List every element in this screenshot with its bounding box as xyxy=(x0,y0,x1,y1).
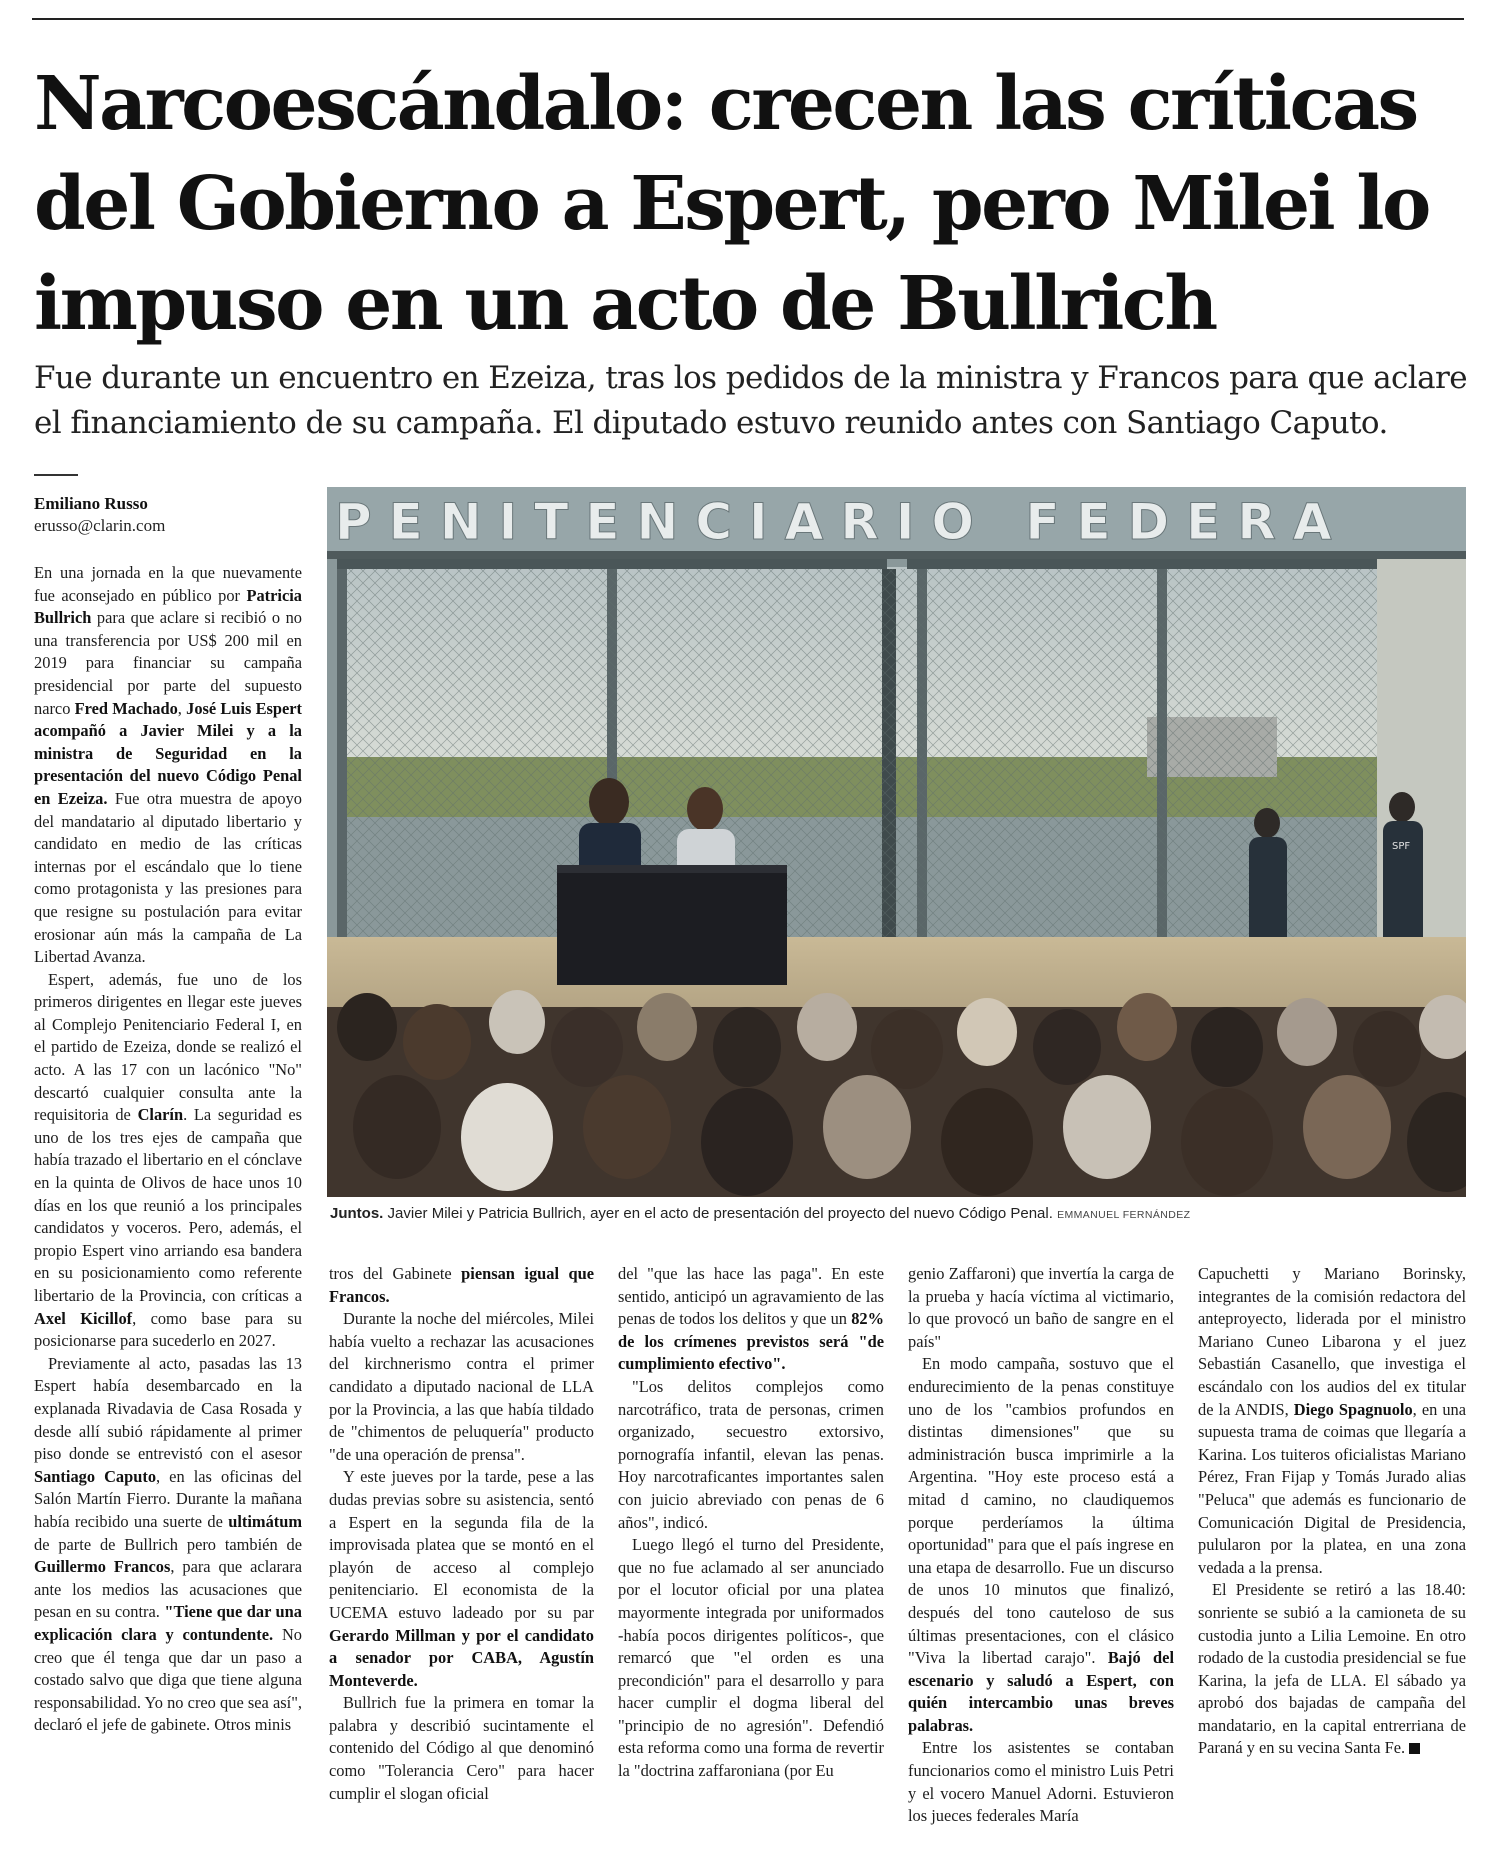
paragraph: Luego llegó el turno del Presidente, que no fue aclamado al ser anunciado por el locutor oficial por una platea mayormente integrada por uniformados -había pocos dirigentes políticos-, que remarcó que "el orden es una precondición" para el desarrollo y para hacer cumplir el dogma liberal del "principio de no agresión". Defendió esta reforma como una forma de revertir la "doctrina zaffaroniana (por Eu xyxy=(618,1535,884,1781)
subheadline xyxy=(34,356,1474,446)
paragraph: genio Zaffaroni) que invertía la carga de la prueba y hacía víctima al victimario, lo que provocó un baño de sangre en el país" xyxy=(908,1264,1174,1351)
subheadline-line: Fue durante un encuentro en Ezeiza, tras los pedidos de la ministra y Francos para que aclare xyxy=(34,360,1467,396)
paragraph: Y este jueves por la tarde, pese a las dudas previas sobre su asistencia, sentó a Espert en la segunda fila de la improvisada platea que se montó en el playón de acceso al complejo penitenciario. El economista de la UCEMA estuvo ladeado por su par Gerardo Millman y por el candidato a senador por CABA, Agustín Monteverde. xyxy=(329,1467,594,1690)
paragraph: En modo campaña, sostuvo que el endurecimiento de la penas constituye uno de los "cambios profundos en distintas dimensiones" que su administración busca imprimirle a la Argentina. "Hoy este proceso está a mitad d camino, no claudiquemos porque perderíamos la última oportunidad" para que el país ingrese en una etapa de desarrollo. Fue un discurso de unos 10 minutos que finalizó, después del tono cauteloso de sus últimas presentaciones, con el clásico "Viva la libertad carajo". Bajó del escenario y saludó a Espert, con quién intercambio unas breves palabras. xyxy=(908,1354,1174,1735)
paragraph: tros del Gabinete piensan igual que Francos. xyxy=(329,1264,594,1306)
top-rule xyxy=(32,18,1464,20)
article-photo xyxy=(327,487,1466,1197)
headline-line: Narcoescándalo: crecen las críticas xyxy=(34,61,1417,147)
article-column-5 xyxy=(1198,1263,1466,1853)
article-column-2 xyxy=(329,1263,594,1853)
spf-patch: SPF xyxy=(1392,841,1411,852)
author-email[interactable]: erusso@clarin.com xyxy=(34,516,166,535)
paragraph: Capuchetti y Mariano Borinsky, integrantes de la comisión redactora del anteproyecto, liderada por el ministro Mariano Cuneo Libarona y el juez Sebastián Casanello, que investiga el escándalo con los audios del ex titular de la ANDIS, Diego Spagnuolo, en una supuesta trama de coimas que llegaría a Karina. Los tuiteros oficialistas Mariano Pérez, Fran Fijap y Tomás Jurado alias "Peluca" que además es funcionario de Comunicación Digital de Presidencia, pulularon por la platea, en una zona vedada a la prensa. xyxy=(1198,1264,1466,1577)
photo-caption xyxy=(330,1205,1465,1222)
photo-illustration xyxy=(327,487,1466,1197)
byline-rule xyxy=(34,474,78,476)
paragraph: Espert, además, fue uno de los primeros dirigentes en llegar este jueves al Complejo Penitenciario Federal I, en el partido de Ezeiza, donde se realizó el acto. A las 17 con un lacónico "No" descartó cualquier consulta ante la requisitoria de Clarín. La seguridad es uno de los tres ejes de campaña que había trazado el libertario en el cónclave en la quinta de Olivos de hace unos 10 días en los que reunió a los principales candidatos y voceros. Pero, además, el propio Espert vino arriando esa bandera en su posicionamiento como referente libertario de la Provincia, con críticas a Axel Kicillof, como base para su posicionarse para sucederlo en 2027. xyxy=(34,969,302,1351)
headline-line: impuso en un acto de Bullrich xyxy=(34,261,1216,347)
headline xyxy=(34,54,1474,354)
headline-line: del Gobierno a Espert, pero Milei lo xyxy=(34,161,1429,247)
guard xyxy=(1249,837,1287,947)
paragraph: "Los delitos complejos como narcotráfico, trata de personas, crimen organizado, secuestro extorsivo, pornografía infantil, elevan las penas. Hoy narcotraficantes importantes salen con juicio abreviado con penas de 6 años", indicó. xyxy=(618,1376,884,1532)
paragraph: Previamente al acto, pasadas las 13 Espert había desembarcado en la explanada Rivadavia de Casa Rosada y desde allí subió rápidamente al primer piso donde se entrevistó con el asesor Santiago Caputo, en las oficinas del Salón Martín Fierro. Durante la mañana había recibido una suerte de ultimátum de parte de Bullrich pero también de Guillermo Francos, para que aclarara ante los medios las acusaciones que pesan en su contra. "Tiene que dar una explicación clara y contundente. No creo que él tenga que dar un paso a costado salvo que diga que tiene alguna responsabilidad. Yo no creo que sea así", declaró el jefe de gabinete. Otros minis xyxy=(34,1353,302,1735)
caption-lead: Juntos. xyxy=(330,1205,384,1222)
subheadline-line: el financiamiento de su campaña. El diputado estuvo reunido antes con Santiago Caputo. xyxy=(34,405,1388,441)
photo-credit: EMMANUEL FERNÁNDEZ xyxy=(1057,1209,1191,1221)
article-column-4 xyxy=(908,1263,1174,1853)
article-column-3 xyxy=(618,1263,884,1853)
paragraph: Bullrich fue la primera en tomar la palabra y describió sucintamente el contenido del Código al que denominó como "Tolerancia Cero" para hacer cumplir el slogan oficial xyxy=(329,1693,594,1803)
paragraph: En una jornada en la que nuevamente fue aconsejado en público por Patricia Bullrich para que aclare si recibió o no una transferencia por US$ 200 mil en 2019 para financiar su campaña presidencial por parte del supuesto narco Fred Machado, José Luis Espert acompañó a Javier Milei y a la ministra de Seguridad en la presentación del nuevo Código Penal en Ezeiza. Fue otra muestra de apoyo del mandatario al diputado libertario y candidato en medio de las críticas internas por el escándalo que lo tiene como protagonista y las presiones para que resigne su postulación para evitar erosionar aún más la campaña de La Libertad Avanza. xyxy=(34,563,302,967)
paragraph: Durante la noche del miércoles, Milei había vuelto a rechazar las acusaciones del kirchnerismo contra el primer candidato a diputado nacional de LLA por la Provincia, a las que había tildado de "chimentos de peluquería" producto "de una operación de prensa". xyxy=(329,1309,594,1464)
sign-lettering: PENITENCIARIO FEDERA xyxy=(335,493,1349,551)
paragraph: Entre los asistentes se contaban funcionarios como el ministro Luis Petri y el vocero Manuel Adorni. Estuvieron los jueces federales María xyxy=(908,1738,1174,1826)
speaker-table xyxy=(557,865,787,985)
paragraph: El Presidente se retiró a las 18.40: sonriente se subió a la camioneta de su custodia junto a Lilia Lemoine. En otro rodado de la custodia presidencial se fue Karina, la jefa de LLA. El sábado ya aprobó dos bajadas de campaña del mandatario, en la capital entrerriana de Paraná y en su vecina Santa Fe. xyxy=(1198,1580,1466,1758)
paragraph: del "que las hace las paga". En este sentido, anticipó un agravamiento de las penas de todos los delitos y que un 82% de los crímenes previstos será "de cumplimiento efectivo". xyxy=(618,1264,884,1374)
caption-text: Javier Milei y Patricia Bullrich, ayer en el acto de presentación del proyecto del nuevo Código Penal. xyxy=(387,1205,1053,1222)
author-name: Emiliano Russo xyxy=(34,494,148,513)
article-column-1 xyxy=(34,562,302,1852)
chainlink-gate xyxy=(347,569,1377,949)
end-mark-icon xyxy=(1409,1743,1420,1754)
